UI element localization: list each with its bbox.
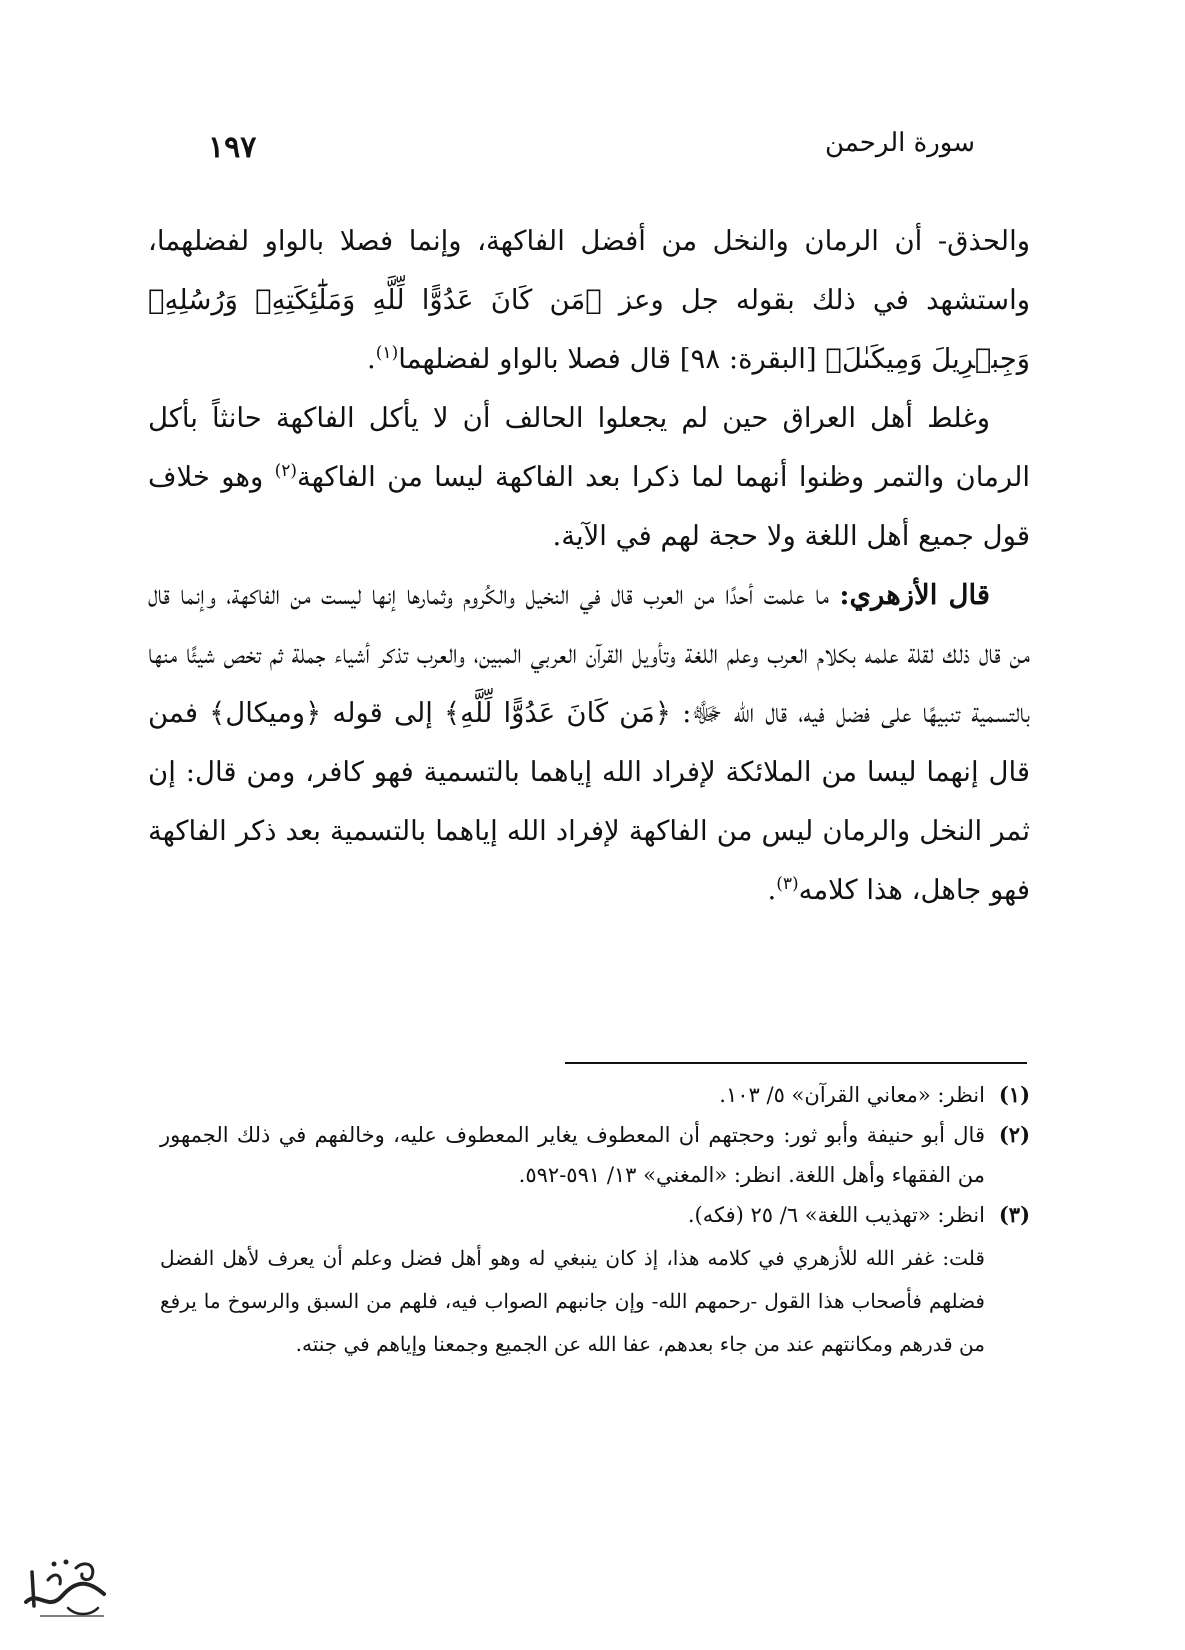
- footnotes: [160, 1075, 1030, 1366]
- paragraph-text: والحذق- أن الرمان والنخل من أفضل الفاكهة، وإنما فصلا بالواو لفضلهما، واستشهد في ذلك بقوله جل وعز: [148, 225, 1030, 316]
- paragraph-text: وغلط أهل العراق حين لم يجعلوا الحالف أن لا يأكل الفاكهة حانثاً بأكل الرمان والتمر وظنوا أنهما لما ذكرا بعد الفاكهة ليسا من الفاكهة: [148, 402, 1031, 493]
- footnote-3: [160, 1195, 1030, 1235]
- calligraphy-logo-icon: [18, 1550, 113, 1630]
- footnote-commentary: قلت: غفر الله للأزهري في كلامه هذا، إذ كان ينبغي له وهو أهل فضل وعلم أن يعرف لأهل الفضل فضلهم فأصحاب هذا القول -رحمهم الله- وإن جانبهم الصواب فيه، فلهم من السبق والرسوخ ما يرفع من قدرهم ومكانتهم عند من جاء بعدهم، عفا الله عن الجميع وجمعنا وإياهم في جنته.: [160, 1246, 985, 1356]
- footnote-ref-1[interactable]: (١): [375, 342, 399, 363]
- main-text: [148, 212, 1030, 920]
- footnote-text: انظر: «تهذيب اللغة» ٦/ ٢٥ (فكه).: [687, 1203, 985, 1227]
- paragraph-text: فمن قال إنهما ليسا من الملائكة لإفراد الله إياهما بالتسمية فهو كافر، ومن قال: إن ثمر النخل والرمان ليس من الفاكهة لإفراد الله إياهما بالتسمية بعد ذكر الفاكهة فهو جاهل، هذا كلامه: [148, 697, 1030, 906]
- running-header-title: سورة الرحمن: [824, 128, 975, 158]
- footnote-1: [160, 1075, 1030, 1115]
- paragraph-lead: قال الأزهري:: [839, 579, 990, 611]
- paragraph-2: [148, 389, 1030, 566]
- footnote-text: قال أبو حنيفة وأبو ثور: وحجتهم أن المعطوف يغاير المعطوف عليه، وخالفهم في ذلك الجمهور من الفقهاء وأهل اللغة. انظر: «المغني» ١٣/ ٥٩١-٥٩٢.: [160, 1123, 985, 1187]
- quran-quote: ﴿مَن كَانَ عَدُوًّا لِّلَّهِ﴾: [444, 697, 671, 729]
- footnote-ref-3[interactable]: (٣): [776, 873, 799, 894]
- footnote-text: انظر: «معاني القرآن» ٥/ ١٠٣.: [719, 1083, 985, 1107]
- paragraph-text: .: [767, 874, 777, 906]
- paragraph-1: [148, 212, 1030, 389]
- footnote-number: (٢): [998, 1122, 1030, 1147]
- paragraph-text: [البقرة: ٩٨] قال فصلا بالواو لفضلهما: [398, 343, 826, 375]
- paragraph-text: إلى قوله: [321, 697, 445, 729]
- footnote-number: (١): [998, 1082, 1030, 1107]
- footnote-ref-2[interactable]: (٢): [274, 460, 297, 481]
- footnote-number: (٣): [998, 1202, 1030, 1227]
- quran-quote: ﴿وميكال﴾: [209, 697, 322, 729]
- paragraph-3: [148, 566, 1030, 920]
- footnote-2: [160, 1115, 1030, 1195]
- footnote-separator: [565, 1062, 1027, 1064]
- paragraph-text: وهو خلاف قول جميع أهل اللغة ولا حجة لهم في الآية.: [148, 461, 1030, 552]
- page-number: ١٩٧: [208, 130, 257, 165]
- paragraph-text: ما علمت أحدًا من العرب قال في النخيل والكُروم وثمارها إنها ليست من الفاكهة، وإنما قال من قال ذلك لقلة علمه بكلام العرب وعلم اللغة وتأويل القرآن العربي المبين، والعرب تذكر أشياء جملة ثم تخص شيئًا منها بالتسمية تنبيهًا على فضل فيه، قال الله ﷻ:: [148, 579, 1030, 729]
- quran-quote: ﴿مَن كَانَ عَدُوًّا لِّلَّهِ وَمَلَٰٓئِكَتِهِۦ وَرُسُلِهِۦ وَجِبۡرِيلَ وَمِيكَىٰلَ﴾: [148, 284, 1030, 375]
- paragraph-text: .: [367, 343, 376, 375]
